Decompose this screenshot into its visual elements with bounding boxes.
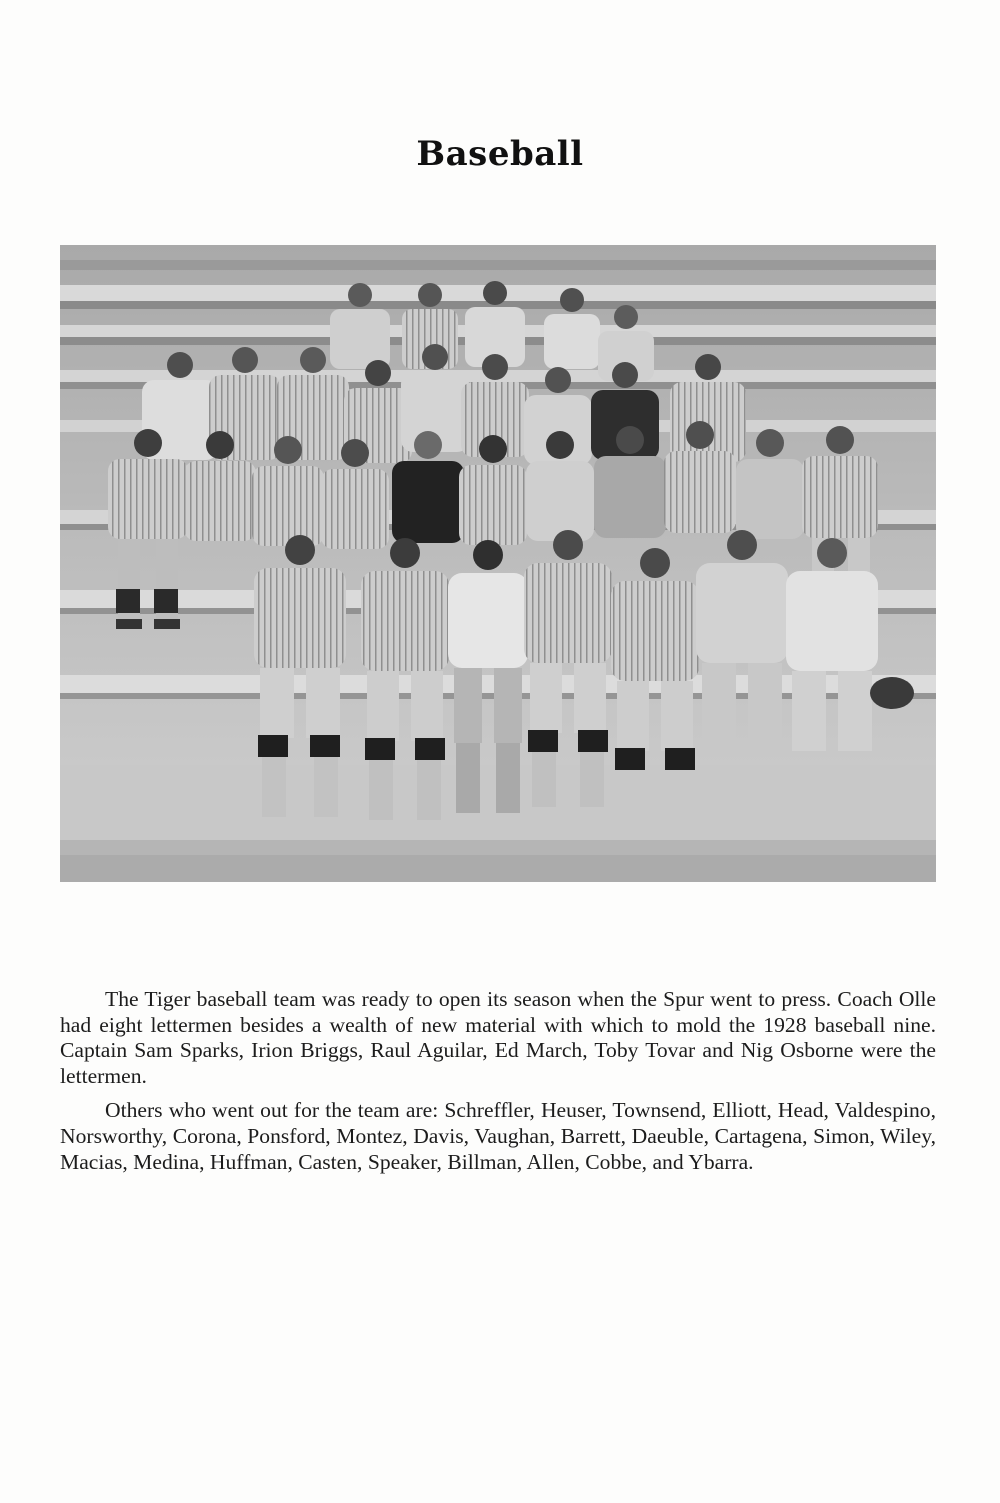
article-paragraph-1: The Tiger baseball team was ready to open its season when the Spur went to press. Coach Olle had eight lettermen besides a wealth of new material with which to mold the 1928 baseball nine. Captain Sam Sparks, Irion Briggs, Raul Aguilar, Ed March, Toby Tovar and Nig Osborne were the lettermen. <box>60 987 936 1088</box>
article-body <box>60 987 936 1184</box>
team-photo-illustration <box>60 245 936 882</box>
article-paragraph-2: Others who went out for the team are: Schreffler, Heuser, Townsend, Elliott, Head, Valdespino, Norsworthy, Corona, Ponsford, Montez, Davis, Vaughan, Barrett, Daeuble, Cartagena, Simon, Wiley, Macias, Medina, Huffman, Casten, Speaker, Billman, Allen, Cobbe, and Ybarra. <box>60 1098 936 1174</box>
team-photo <box>60 245 936 882</box>
photo-ground <box>60 855 936 882</box>
page-title: Baseball <box>416 134 584 174</box>
